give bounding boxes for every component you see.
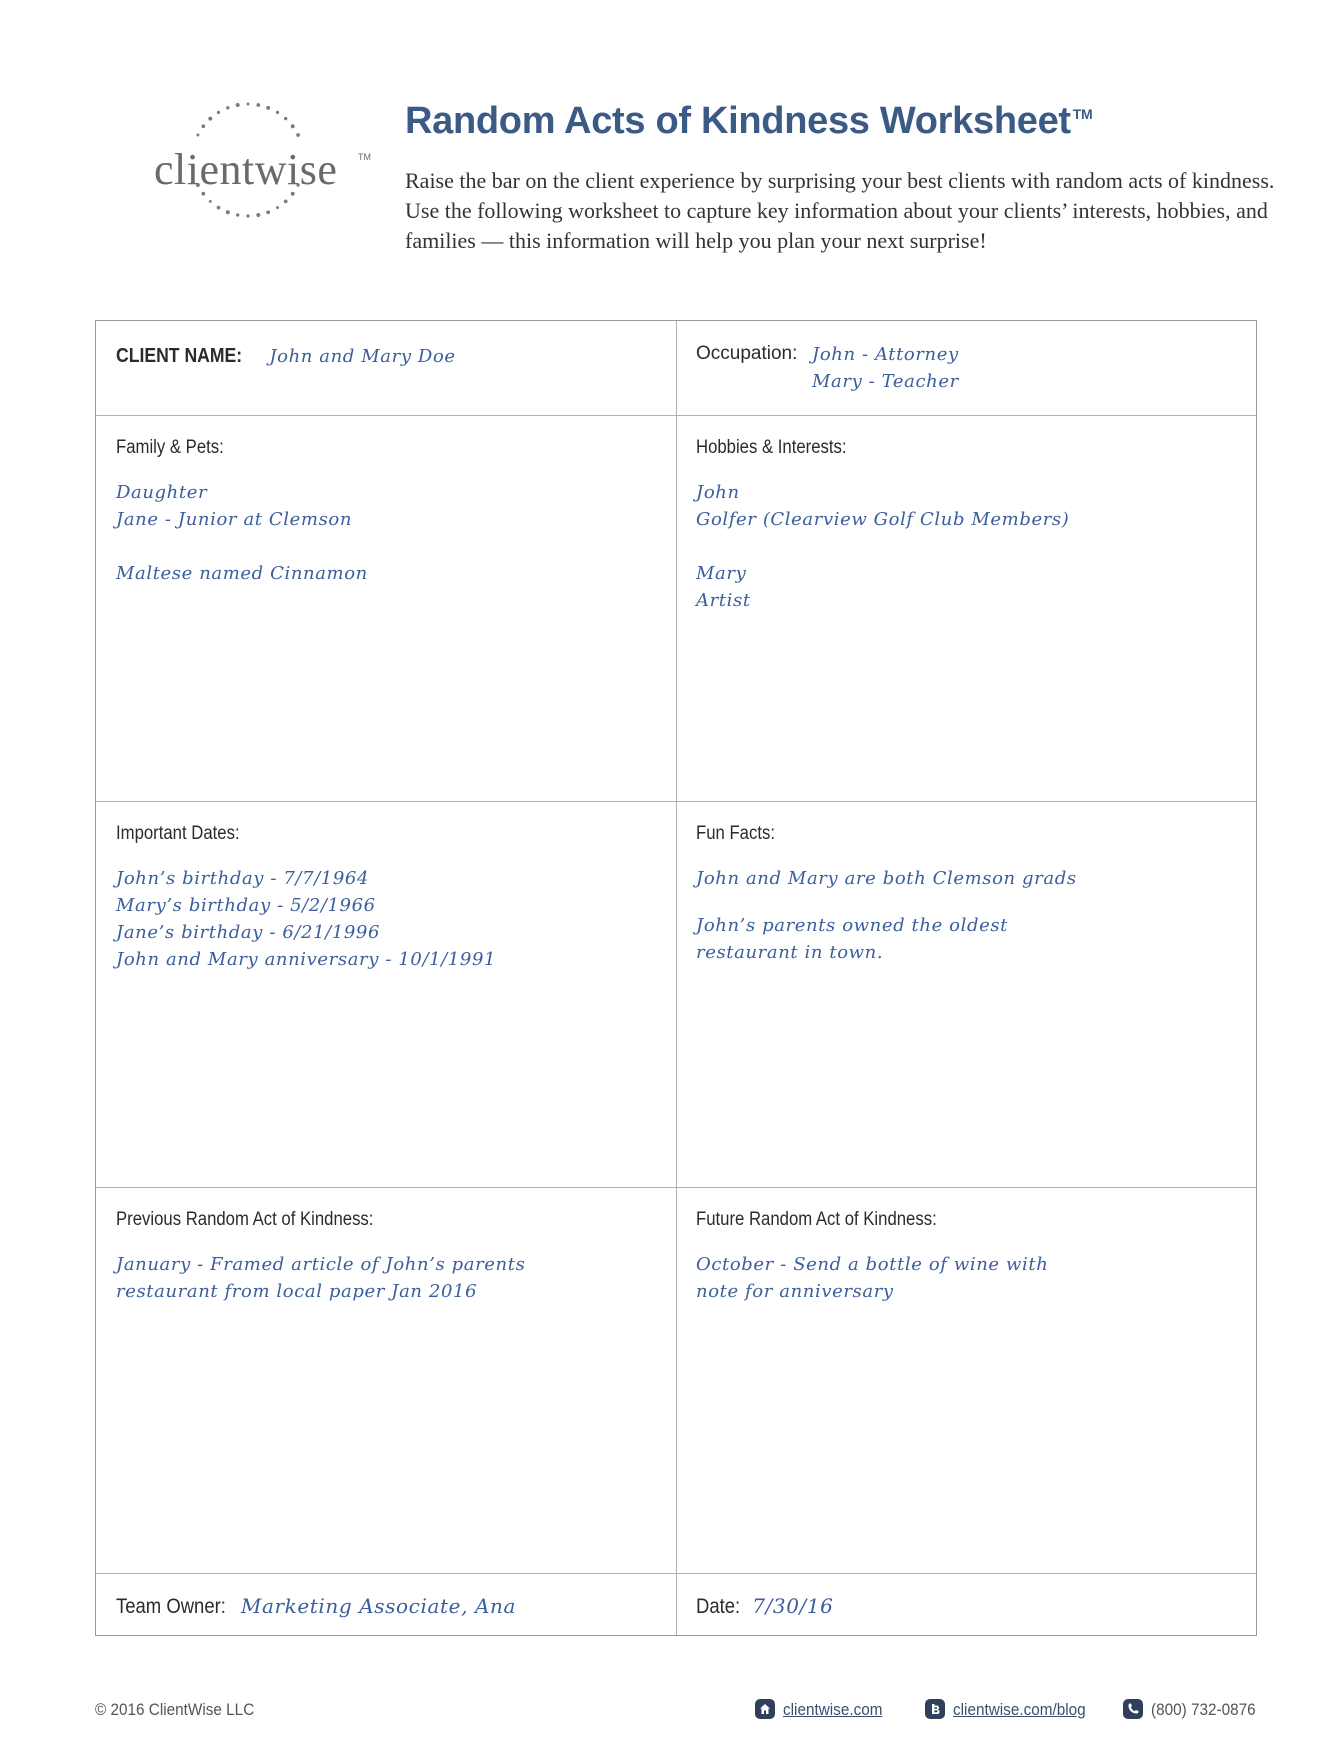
important-dates-label: Important Dates: xyxy=(116,823,240,844)
fun-fact-line: restaurant in town. xyxy=(696,942,884,963)
family-pets-line: Daughter xyxy=(116,482,208,503)
important-date-line: John’s birthday - 7/7/1964 xyxy=(116,868,370,889)
logo-dot xyxy=(201,124,205,128)
logo-dot xyxy=(226,210,230,214)
home-icon xyxy=(755,1699,775,1719)
copyright-text: © 2016 ClientWise LLC xyxy=(95,1700,255,1719)
previous-rak-cell[interactable] xyxy=(96,1187,676,1573)
logo-dot xyxy=(236,103,240,107)
logo-dot xyxy=(296,133,300,137)
hobbies-line: Mary xyxy=(696,563,747,584)
logo-dot xyxy=(217,206,221,210)
footer-blog-link[interactable] xyxy=(925,1700,1100,1721)
occupation-label: Occupation: xyxy=(696,343,798,364)
date-value: 7/30/16 xyxy=(752,1594,834,1618)
logo-dot xyxy=(276,206,279,209)
logo-dot xyxy=(284,200,288,204)
website-link[interactable]: clientwise.com xyxy=(783,1700,883,1719)
fun-fact-line: John and Mary are both Clemson grads xyxy=(696,868,1077,889)
family-pets-cell[interactable] xyxy=(96,415,676,801)
footer-website-link[interactable] xyxy=(755,1700,894,1721)
fun-facts-cell[interactable] xyxy=(676,801,1256,1187)
team-owner-cell[interactable] xyxy=(96,1573,676,1635)
client-name-cell[interactable] xyxy=(96,321,676,415)
hobbies-line: John xyxy=(696,482,740,503)
logo-dot xyxy=(256,213,260,217)
important-dates-cell[interactable] xyxy=(96,801,676,1187)
hobbies-line: Artist xyxy=(696,590,751,611)
logo-tm: TM xyxy=(358,152,371,162)
date-cell[interactable] xyxy=(676,1573,1256,1635)
family-pets-line: Maltese named Cinnamon xyxy=(116,563,368,584)
hobbies-cell[interactable] xyxy=(676,415,1256,801)
occupation-line: John - Attorney xyxy=(812,344,959,365)
logo-dot xyxy=(247,103,250,106)
page-title xyxy=(405,100,1285,143)
hobbies-line: Golfer (Clearview Golf Club Members) xyxy=(696,509,1070,530)
occupation-cell[interactable] xyxy=(676,321,1256,415)
team-owner-value: Marketing Associate, Ana xyxy=(240,1594,517,1618)
fun-fact-line: John’s parents owned the oldest xyxy=(696,915,1008,936)
occupation-lines xyxy=(812,341,959,395)
future-rak-line: note for anniversary xyxy=(696,1281,894,1302)
logo-dot xyxy=(266,210,270,214)
logo-dot xyxy=(196,134,199,137)
logo-dot xyxy=(246,214,249,217)
logo-dot xyxy=(291,124,295,128)
family-pets-line: Jane - Junior at Clemson xyxy=(116,509,353,530)
future-rak-line: October - Send a bottle of wine with xyxy=(696,1254,1049,1275)
logo-dot xyxy=(256,103,260,107)
family-pets-label: Family & Pets: xyxy=(116,437,224,458)
important-date-line: Mary’s birthday - 5/2/1966 xyxy=(116,895,376,916)
blog-link[interactable]: clientwise.com/blog xyxy=(953,1700,1086,1719)
intro-paragraph: Raise the bar on the client experience by surprising your best clients with random acts of kindness. Use the following worksheet to capture key information about your clients’ interests, hobbies, and families — this information will help you plan your next surprise! xyxy=(405,168,1275,253)
logo-dot xyxy=(276,111,279,114)
team-owner-label: Team Owner: xyxy=(116,1595,226,1618)
logo-dot xyxy=(226,106,229,109)
worksheet-grid xyxy=(95,320,1257,1636)
logo-dot xyxy=(208,117,212,121)
title-tm: TM xyxy=(1072,106,1093,122)
logo-dot xyxy=(284,117,287,120)
header xyxy=(405,100,1285,143)
page-title-text: Random Acts of Kindness Worksheet xyxy=(405,100,1071,142)
blog-icon xyxy=(925,1699,945,1719)
clientwise-logo xyxy=(148,100,388,240)
client-name-value: John and Mary Doe xyxy=(269,346,456,367)
future-rak-label: Future Random Act of Kindness: xyxy=(696,1209,937,1230)
fun-facts-label: Fun Facts: xyxy=(696,823,775,844)
logo-dot xyxy=(209,200,212,203)
phone-icon xyxy=(1123,1699,1143,1719)
client-name-label: CLIENT NAME: xyxy=(116,345,243,367)
important-date-line: Jane’s birthday - 6/21/1996 xyxy=(116,922,381,943)
logo-dot xyxy=(236,213,239,216)
hobbies-label: Hobbies & Interests: xyxy=(696,437,847,458)
previous-rak-line: restaurant from local paper Jan 2016 xyxy=(116,1281,478,1302)
occupation-line: Mary - Teacher xyxy=(812,371,959,392)
logo-dot xyxy=(217,111,220,114)
previous-rak-line: January - Framed article of John’s parents xyxy=(116,1254,526,1275)
important-date-line: John and Mary anniversary - 10/1/1991 xyxy=(116,949,497,970)
logo-wordmark: clientwise xyxy=(154,145,338,194)
logo-dot xyxy=(266,106,270,110)
phone-number: (800) 732-0876 xyxy=(1151,1700,1256,1719)
future-rak-cell[interactable] xyxy=(676,1187,1256,1573)
date-label: Date: xyxy=(696,1595,741,1618)
previous-rak-label: Previous Random Act of Kindness: xyxy=(116,1209,374,1230)
footer-phone xyxy=(1123,1700,1267,1721)
copyright xyxy=(95,1700,272,1720)
